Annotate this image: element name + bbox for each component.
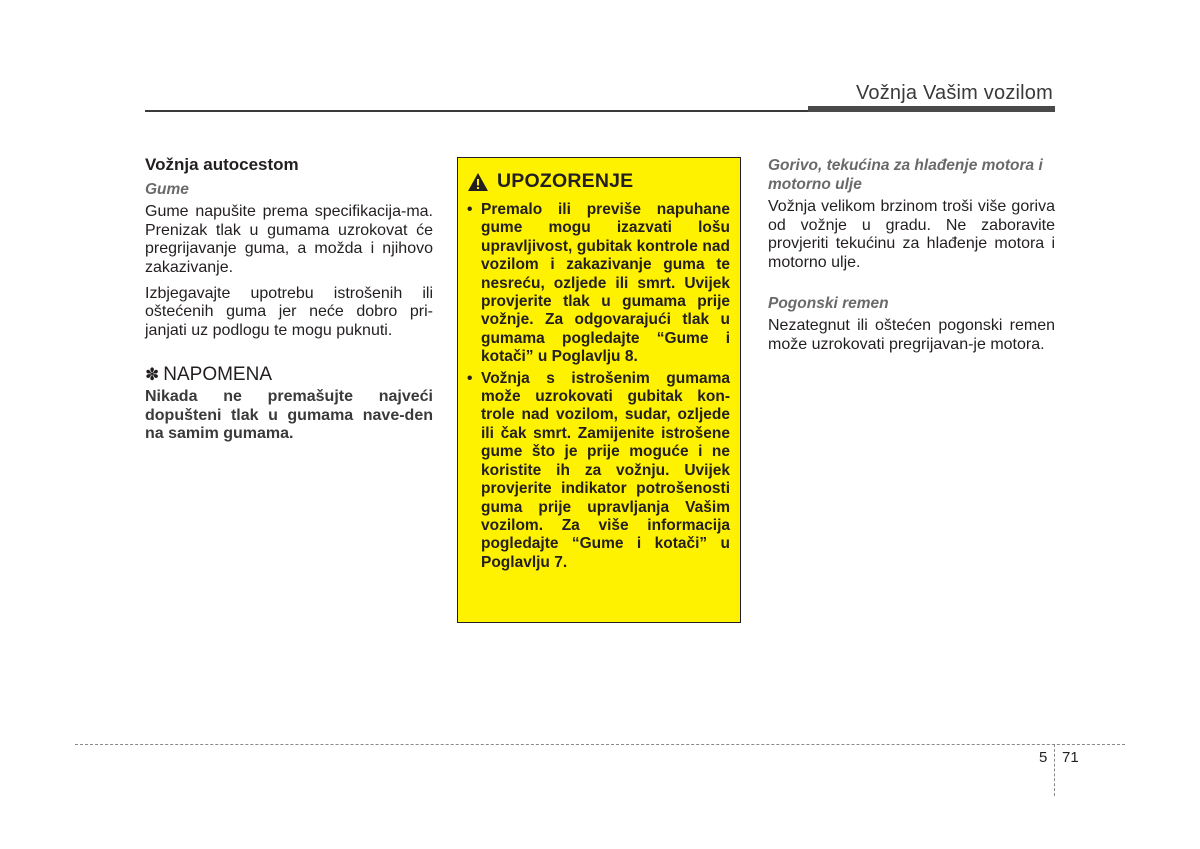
warning-box [457,157,741,623]
header-divider [145,110,810,112]
paragraph: Izbjegavajte upotrebu istrošenih ili oštećenih guma jer neće dobro pri-janjati uz podlogu te mogu puknuti. [145,284,433,339]
warning-item: • Premalo ili previše napuhane gume mogu izazvati lošu upravljivost, gubitak kontrole nad vozilom i zakazivanje guma te nesreću, ozljede ili smrt. Uvijek provjerite tlak u gumama prije vožnje. Za odgovarajući tlak u gumama pogledajte “Gume i kotači” u Poglavlju 8. [467,201,730,367]
subheading-tyres: Gume [145,180,189,198]
warning-list [467,201,730,572]
subheading-drive-belt: Pogonski remen [768,294,889,312]
note-text: Nikada ne premašujte najveći dopušteni tlak u gumama nave-den na samim gumama. [145,387,433,443]
right-column [768,157,1055,361]
paragraph: Gume napušite prema specifikacija-ma. Prenizak tlak u gumama uzrokovat će pregrijavanje guma, a možda i njihovo zakazivanje. [145,203,433,276]
note-star-icon: ✽ [145,365,160,385]
paragraph: Nezategnut ili oštećen pogonski remen može uzrokovati pregrijavan-je motora. [768,317,1055,353]
warning-triangle-icon [467,172,489,192]
page-number: 71 [1062,749,1079,766]
note-title: NAPOMENA [163,364,272,386]
warning-heading [467,170,730,193]
chapter-number: 5 [1039,749,1048,766]
section-heading: Vožnja autocestom [145,155,299,174]
page-header-title: Vožnja Vašim vozilom [855,82,1053,104]
warning-title: UPOZORENJE [497,170,634,192]
footer-divider [75,744,1125,745]
paragraph: Vožnja velikom brzinom troši više goriva od vožnje u gradu. Ne zaboravite provjeriti tekućinu za hlađenje motora i motorno ulje. [768,198,1055,271]
warning-item: • Vožnja s istrošenim gumama može uzrokovati gubitak kon-trole nad vozilom, sudar, ozljede ili čak smrt. Zamijenite istrošene gume što je prije moguće i ne koristite ih za vožnju. Uvijek provjerite indikator potrošenosti guma prije upravljanja Vašim vozilom. Za više informacija pogledajte “Gume i kotači” u Poglavlju 7. [467,370,730,572]
subheading-fluids: Gorivo, tekućina za hlađenje motora i motorno ulje [768,157,1043,193]
footer-vertical-divider [1054,744,1055,796]
note-heading [145,366,433,385]
left-column [145,156,433,444]
header-accent-bar [808,106,1055,112]
